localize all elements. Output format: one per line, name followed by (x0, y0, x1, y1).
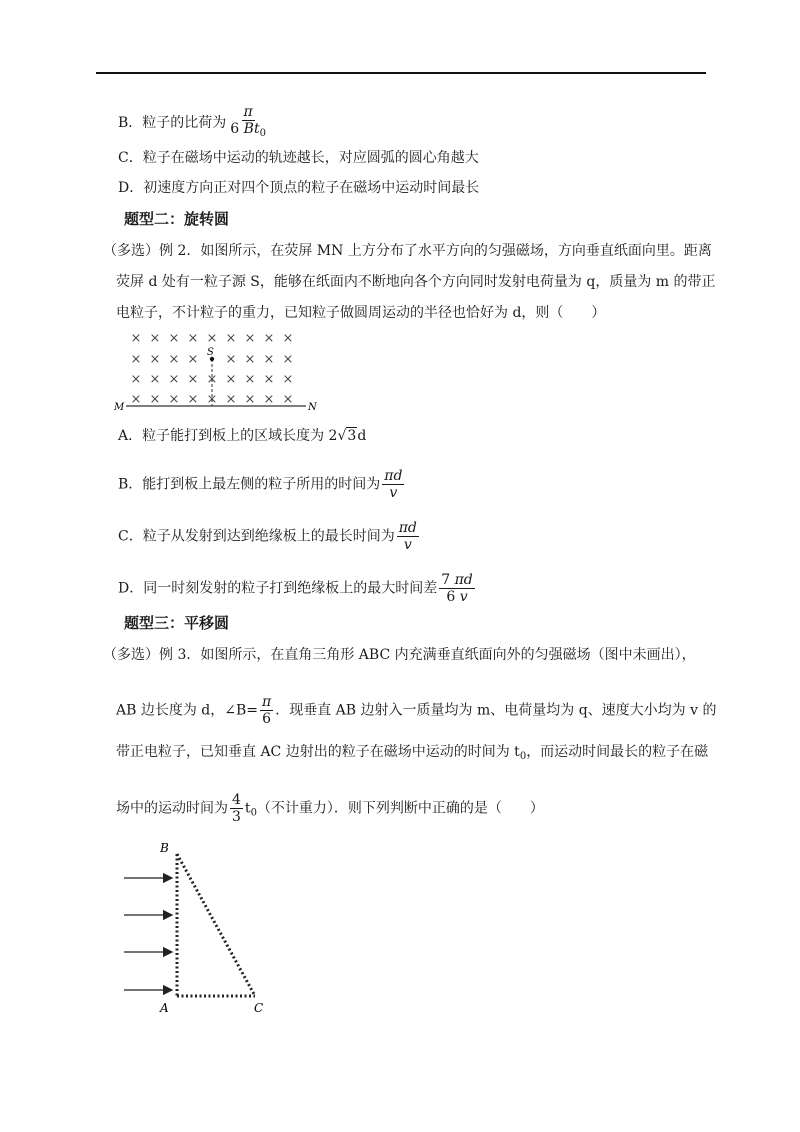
field-cross: × (149, 331, 161, 346)
field-cross: × (282, 331, 294, 346)
q2-option-c: C．粒子从发射到达到绝缘板上的最长时间为 $\frac{\pi d}{v}$ (118, 520, 417, 553)
q2-option-d: D．同一时刻发射的粒子打到绝缘板上的最大时间差 $\frac{7 \pi d}{6 v}$ (118, 572, 473, 605)
q2-option-a: A．粒子能打到板上的区域长度为 2√3d (118, 428, 367, 444)
field-cross: × (187, 352, 199, 367)
label-s: S (207, 347, 214, 358)
label-c: C (254, 1001, 264, 1015)
field-cross: × (187, 372, 199, 387)
label-n: N (308, 402, 317, 413)
field-cross: × (282, 372, 294, 387)
field-cross: × (168, 331, 180, 346)
field-cross: × (168, 392, 180, 407)
field-cross: × (130, 372, 142, 387)
field-cross: × (168, 372, 180, 387)
field-cross: × (130, 392, 142, 407)
field-cross: × (263, 372, 275, 387)
field-cross: × (244, 392, 256, 407)
side-bc (177, 854, 255, 996)
field-cross: × (244, 352, 256, 367)
field-cross: × (187, 392, 199, 407)
label-b: B (160, 841, 169, 855)
field-cross: × (244, 331, 256, 346)
q3-stem-line2: AB 边长度为 d，∠B= $\frac{\pi}{6}$ ．现垂直 AB 边射入一质量均为 m、电荷量均为 q、速度大小均为 v 的 (116, 694, 717, 727)
field-cross: × (206, 372, 218, 387)
q3-stem-line4: 场中的运动时间为 $\frac{4}{3}$ $t_0$（不计重力）．则下列判断中正确的是（ ） (116, 792, 544, 825)
q1-option-c: C．粒子在磁场中运动的轨迹越长，对应圆弧的圆心角越大 (118, 150, 479, 166)
q2-stem-line1: （多选）例 2．如图所示，在荧屏 MN 上方分布了水平方向的匀强磁场，方向垂直纸面向里。距离 (103, 243, 712, 259)
q2-stem-line3: 电粒子，不计粒子的重力，已知粒子做圆周运动的半径也恰好为 d，则（ ） (116, 305, 606, 321)
q1-option-b: B．粒子的比荷为 $\frac{\pi}{6 Bt_0}$ (118, 104, 270, 142)
field-cross: × (187, 331, 199, 346)
field-cross: × (225, 372, 237, 387)
field-cross: × (263, 331, 275, 346)
q3-stem-line3: 带正电粒子，已知垂直 AC 边射出的粒子在磁场中运动的时间为 $t_0$，而运动时间最长的粒子在磁 (116, 744, 709, 762)
q1-option-d: D．初速度方向正对四个顶点的粒子在磁场中运动时间最长 (118, 180, 480, 196)
field-cross: × (244, 372, 256, 387)
q1-optb-fraction: $\frac{\pi}{6 Bt_0}$ (230, 104, 266, 139)
field-cross: × (149, 372, 161, 387)
field-cross: × (263, 392, 275, 407)
field-cross: × (225, 352, 237, 367)
q2-option-b: B．能打到板上最左侧的粒子所用的时间为 $\frac{\pi d}{v}$ (118, 468, 403, 501)
q3-stem-line1: （多选）例 3．如图所示，在直角三角形 ABC 内充满垂直纸面向外的匀强磁场（图中未画出）， (103, 647, 696, 663)
label-a: A (160, 1001, 169, 1015)
field-cross: × (225, 392, 237, 407)
incident-arrows (124, 878, 172, 990)
q3-triangle-figure (118, 836, 278, 1018)
field-cross: × (206, 331, 218, 346)
field-cross: × (263, 352, 275, 367)
q2-stem-line2: 荧屏 d 处有一粒子源 S，能够在纸面内不断地向各个方向同时发射电荷量为 q，质量为 m 的带正 (116, 274, 716, 290)
field-cross: × (130, 331, 142, 346)
field-cross: × (149, 392, 161, 407)
field-cross: × (206, 392, 218, 407)
section3-heading: 题型三：平移圆 (124, 614, 230, 632)
sqrt-symbol: √3 (337, 428, 357, 444)
field-cross: × (130, 352, 142, 367)
field-cross: × (225, 331, 237, 346)
field-cross: × (282, 392, 294, 407)
label-m: M (114, 402, 125, 413)
q2-magnetic-field-figure (110, 326, 330, 418)
field-cross: × (168, 352, 180, 367)
header-rule (96, 72, 706, 74)
field-cross: × (282, 352, 294, 367)
field-cross: × (149, 352, 161, 367)
triangle-abc (177, 854, 255, 996)
section2-heading: 题型二：旋转圆 (124, 210, 230, 228)
